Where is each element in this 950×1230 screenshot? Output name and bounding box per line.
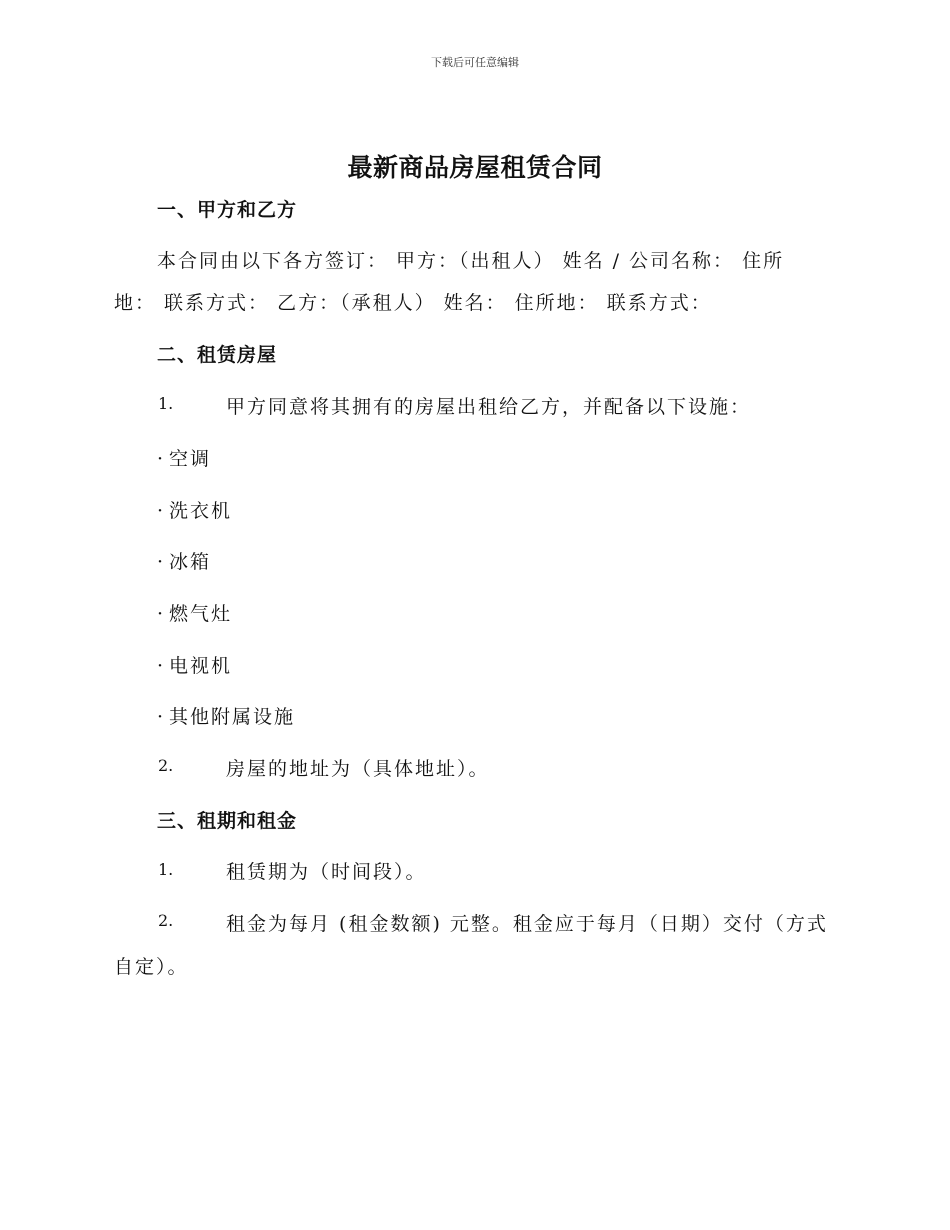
facility-label: 其他附属设施 bbox=[169, 706, 296, 728]
facility-label: 空调 bbox=[169, 448, 212, 470]
bullet-icon: · bbox=[157, 551, 166, 573]
parties-paragraph-line-2: 地： 联系方式： 乙方：（承租人） 姓名： 住所地： 联系方式： bbox=[114, 292, 712, 314]
section-heading-term-rent: 三、租期和租金 bbox=[157, 810, 298, 832]
header-note: 下载后可任意编辑 bbox=[431, 56, 519, 69]
bullet-icon: · bbox=[157, 655, 166, 677]
facility-list-item bbox=[157, 496, 232, 523]
facility-label: 燃气灶 bbox=[169, 603, 233, 625]
facility-label: 冰箱 bbox=[169, 551, 212, 573]
term-item-2-text-line-2: 自定）。 bbox=[114, 956, 189, 978]
term-item-2-text-line-1: 租金为每月 (租金数额) 元整。租金应于每月（日期）交付（方式 bbox=[226, 913, 828, 935]
bullet-icon: · bbox=[157, 500, 166, 522]
parties-paragraph-line-1: 本合同由以下各方签订： 甲方：（出租人） 姓名 / 公司名称： 住所 bbox=[157, 250, 785, 272]
section-heading-parties: 一、甲方和乙方 bbox=[157, 199, 298, 221]
facility-list-item bbox=[157, 444, 211, 471]
facility-list-item bbox=[157, 702, 295, 729]
premises-item-1-text: 甲方同意将其拥有的房屋出租给乙方，并配备以下设施： bbox=[226, 396, 752, 418]
facility-list-item bbox=[157, 547, 211, 574]
section-heading-premises: 二、租赁房屋 bbox=[157, 344, 278, 366]
document-title: 最新商品房屋租赁合同 bbox=[347, 153, 603, 182]
premises-item-2-text: 房屋的地址为（具体地址）。 bbox=[226, 758, 490, 780]
facility-list-item bbox=[157, 599, 232, 626]
facility-label: 电视机 bbox=[169, 655, 233, 677]
bullet-icon: · bbox=[157, 706, 166, 728]
facility-list-item bbox=[157, 651, 232, 678]
term-item-1-number: 1. bbox=[158, 860, 174, 879]
premises-item-2-number: 2. bbox=[158, 756, 174, 775]
term-item-2-number: 2. bbox=[158, 911, 174, 930]
facility-label: 洗衣机 bbox=[169, 500, 233, 522]
term-item-1-text: 租赁期为（时间段）。 bbox=[226, 861, 427, 883]
premises-item-1-number: 1. bbox=[158, 394, 174, 413]
bullet-icon: · bbox=[157, 448, 166, 470]
bullet-icon: · bbox=[157, 603, 166, 625]
